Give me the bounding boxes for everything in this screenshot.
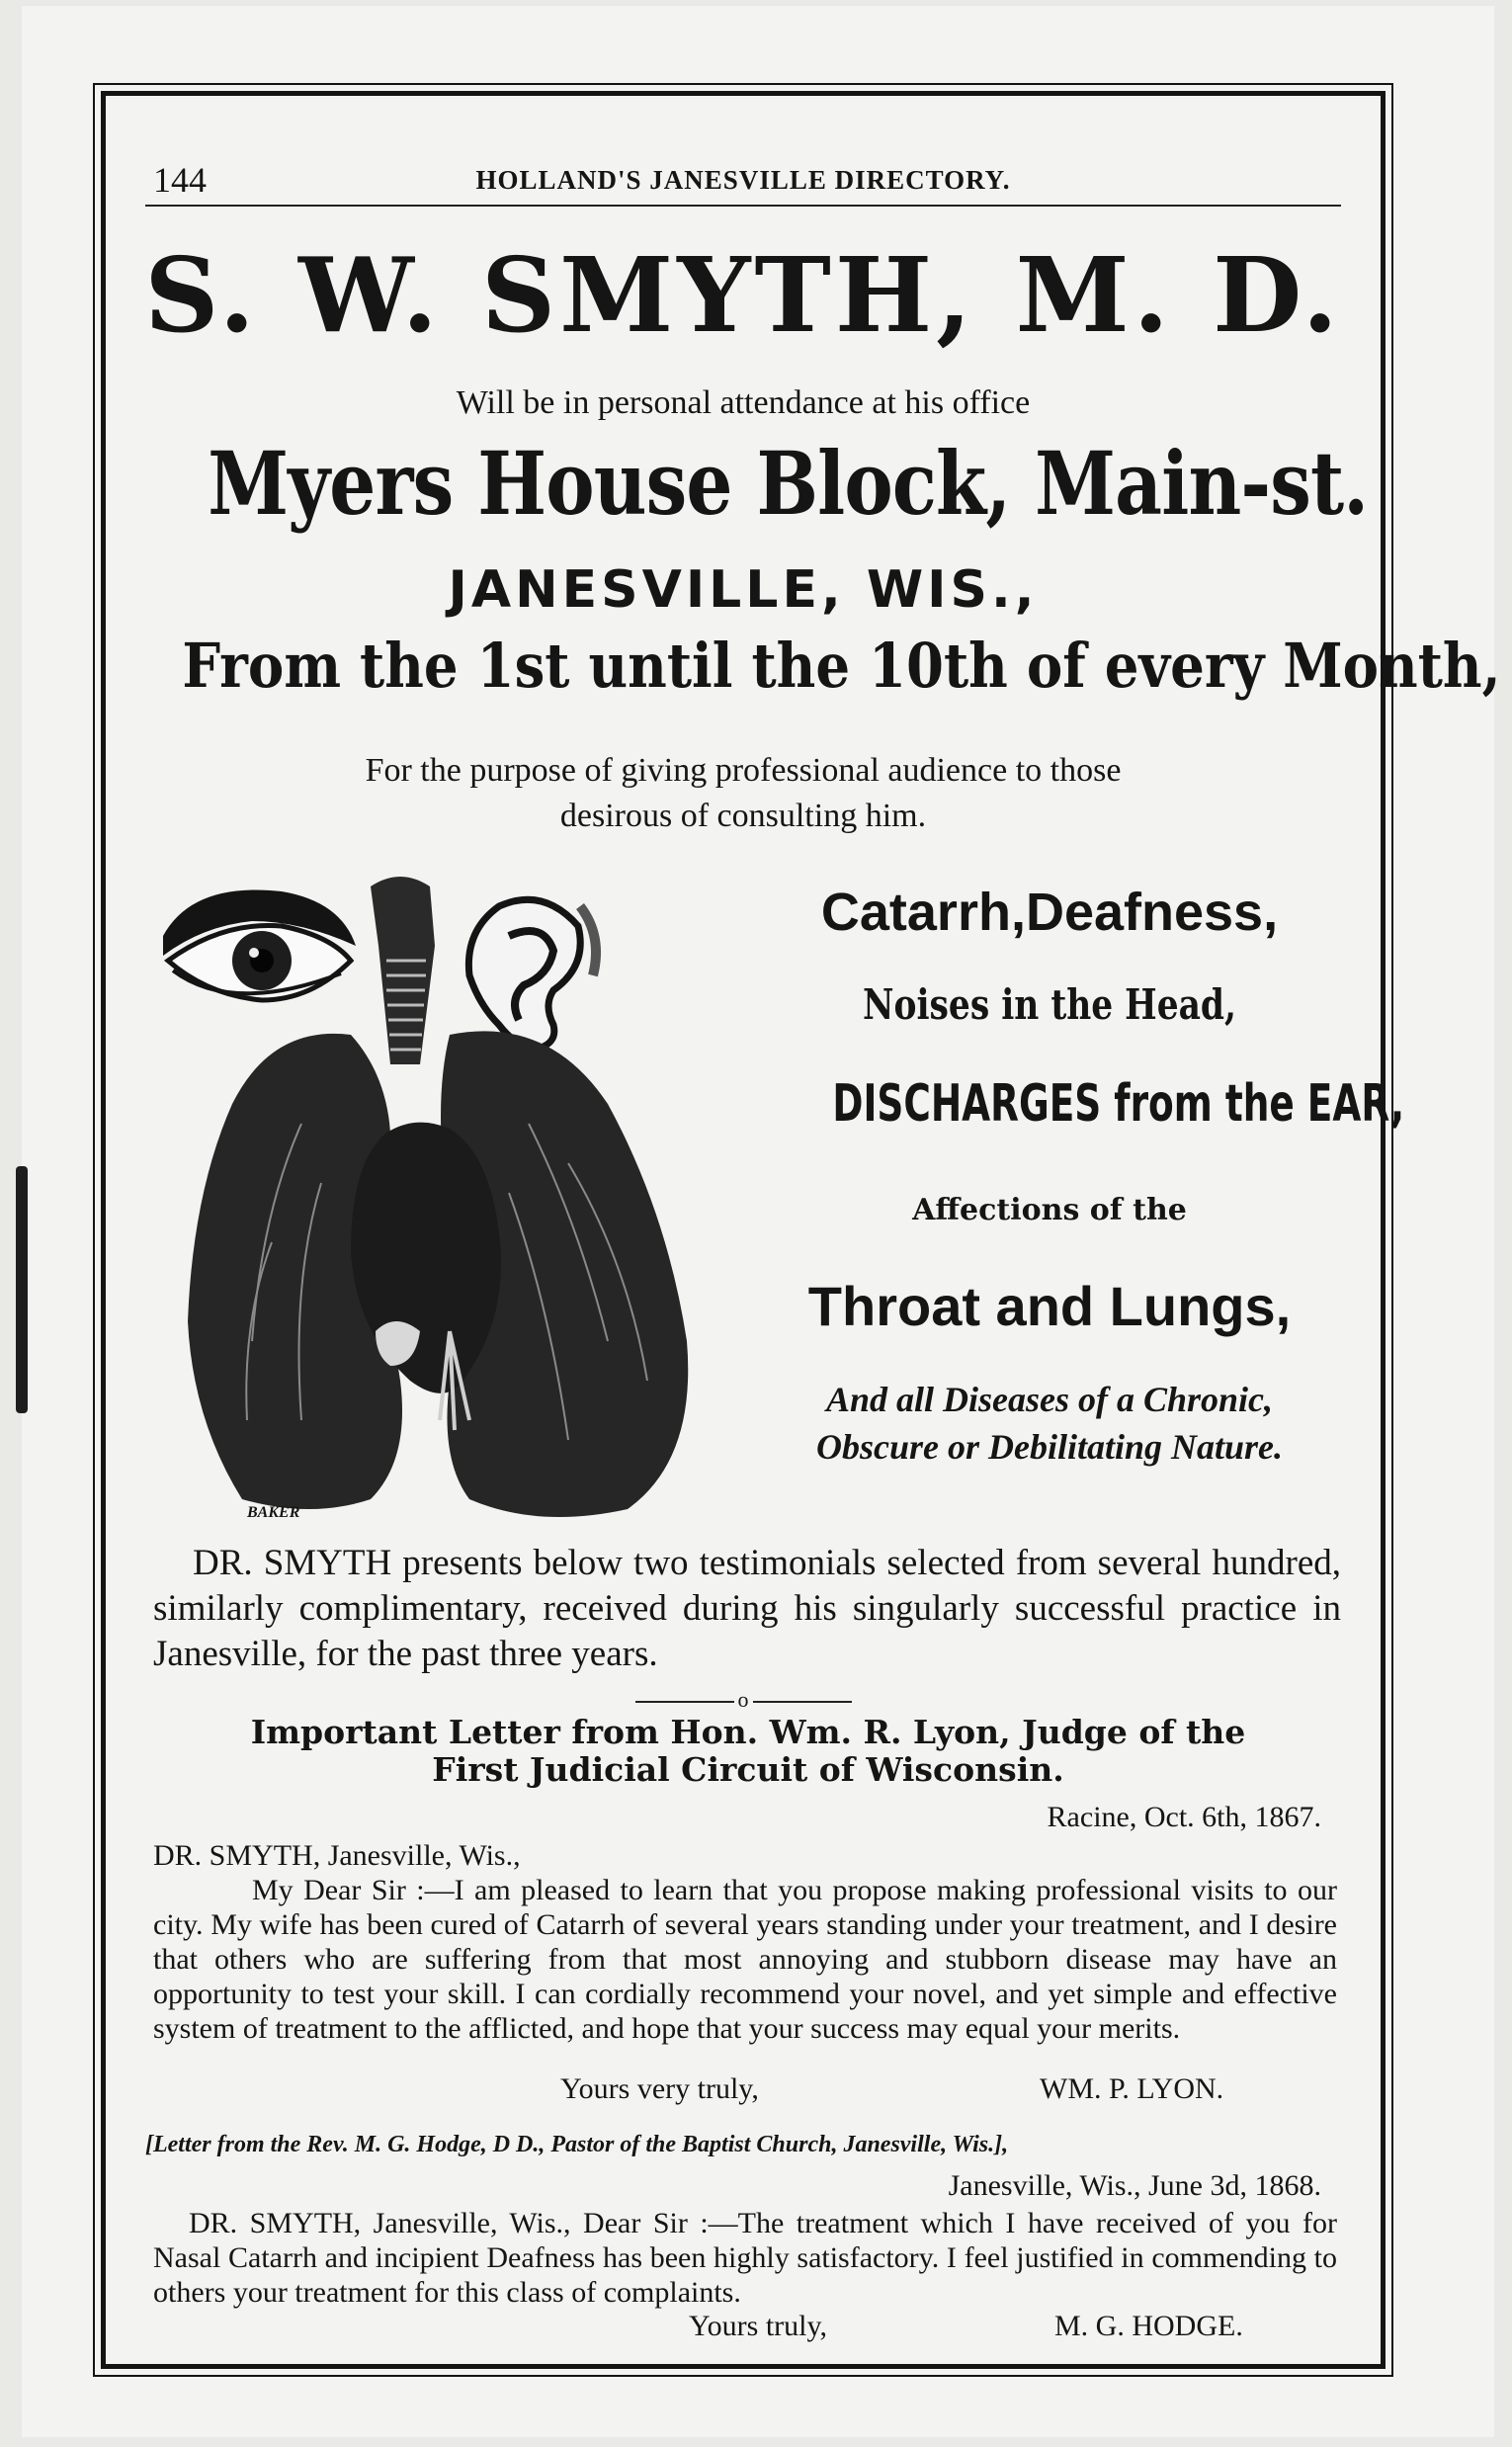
chronic-diseases [748, 1376, 1351, 1471]
trachea-icon [371, 877, 435, 1064]
separator [106, 1687, 1381, 1713]
anatomy-engraving [153, 867, 746, 1539]
page-edge-shadow [16, 1166, 28, 1413]
letter1-dateline: Racine, Oct. 6th, 1867. [1047, 1801, 1321, 1833]
advertisement-frame [101, 91, 1501, 2369]
separator-rule-left [635, 1701, 734, 1703]
schedule-line: From the 1st until the 10th of every Month, [182, 630, 1501, 702]
ailment-noises: Noises in the Head, [862, 980, 1237, 1029]
letter2-signature: M. G. HODGE. [1054, 2310, 1243, 2342]
ailment-discharges: DISCHARGES from the EAR, [832, 1074, 1405, 1134]
letter2-closing: Yours truly, [689, 2310, 828, 2342]
letter2-body: DR. SMYTH, Janesville, Wis., Dear Sir :—The treatment which I have received of you for Nasal Catarrh and incipient Deafness has been highly satisfactory. I feel justified in commending to others your treatment for this class of complaints. [153, 2207, 1337, 2309]
page-number: 144 [153, 160, 207, 200]
ailment-affections: Affections of the [912, 1193, 1187, 1227]
intro-paragraph: DR. SMYTH presents below two testimonials selected from several hundred, similarly complimentary, received during his singularly successful practice in Janesville, for the past three years. [153, 1543, 1341, 1674]
ear-icon [468, 899, 596, 1050]
chronic-line-2: Obscure or Debilitating Nature. [815, 1427, 1284, 1467]
letter2-dateline: Janesville, Wis., June 3d, 1868. [948, 2169, 1321, 2202]
ailment-throat-lungs: Throat and Lungs, [807, 1275, 1292, 1337]
separator-rule-right [753, 1701, 852, 1703]
purpose-text [106, 748, 1381, 839]
city-line: JANESVILLE, WIS., [448, 560, 1039, 620]
separator-mark: o [737, 1687, 749, 1712]
letter1-signature: WM. P. LYON. [1040, 2072, 1224, 2105]
office-address: Myers House Block, Main-st. [208, 432, 1369, 535]
letter1-heading [145, 1714, 1351, 1789]
purpose-line-1: For the purpose of giving professional audience to those [365, 752, 1122, 789]
purpose-line-2: desirous of consulting him. [559, 798, 927, 834]
running-head [145, 155, 1341, 207]
ailment-catarrh: Catarrh,Deafness, [820, 883, 1279, 942]
letter1-heading-line-1: Important Letter from Hon. Wm. R. Lyon, Judge of the [250, 1713, 1246, 1751]
directory-title: HOLLAND'S JANESVILLE DIRECTORY. [475, 165, 1011, 195]
doctor-name: S. W. SMYTH, M. D. [144, 234, 1342, 356]
letter1-heading-line-2: First Judicial Circuit of Wisconsin. [432, 1750, 1064, 1789]
letter2-credit: [Letter from the Rev. M. G. Hodge, D D., Pastor of the Baptist Church, Janesville, Wis.], [145, 2132, 1009, 2157]
letter1-salutation: DR. SMYTH, Janesville, Wis., [153, 1839, 521, 1872]
engraver-signature: BAKER [247, 1504, 300, 1521]
letter1-closing: Yours very truly, [560, 2072, 759, 2105]
letter1-body: My Dear Sir :—I am pleased to learn that you propose making professional visits to our city. My wife has been cured of Catarrh of several years standing under your treatment, and I desire that others who are suffering from that most annoying and stubborn disease may have an opportunity to test your skill. I can cordially recommend your novel, and yet simple and effective system of treatment to the afflicted, and hope that your success may equal your merits. [153, 1874, 1337, 2045]
eye-icon [163, 889, 356, 1000]
attendance-line: Will be in personal attendance at his office [456, 384, 1031, 421]
chronic-line-1: And all Diseases of a Chronic, [825, 1380, 1274, 1419]
